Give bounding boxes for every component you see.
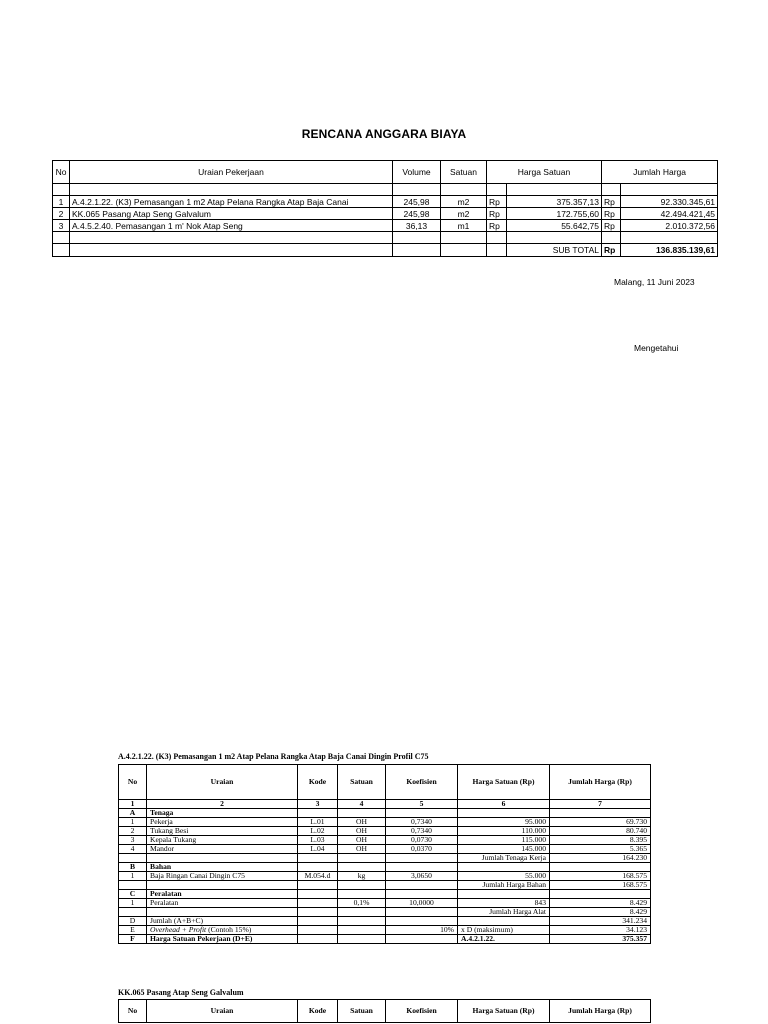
- column-number: 2: [147, 800, 298, 809]
- total-value: 168.575: [550, 881, 651, 890]
- row-kode: [298, 899, 338, 908]
- table-row: [53, 196, 718, 208]
- column-number: 3: [298, 800, 338, 809]
- row-no: 1: [119, 818, 147, 827]
- rab-table: [52, 160, 718, 257]
- rab-header-satuan: Satuan: [441, 161, 487, 184]
- row-currency: Rp: [487, 220, 507, 232]
- row-no: 3: [53, 220, 70, 232]
- analysis-header-no: No: [119, 1000, 147, 1023]
- summary-row-f: [119, 935, 651, 944]
- row-no: 4: [119, 845, 147, 854]
- row-harga: 95.000: [458, 818, 550, 827]
- row-jumlah: 92.330.345,61: [621, 196, 718, 208]
- column-number: 4: [338, 800, 386, 809]
- subtotal-value: 136.835.139,61: [621, 244, 718, 257]
- table-row: [53, 208, 718, 220]
- row-satuan: OH: [338, 827, 386, 836]
- row-uraian: Peralatan: [147, 899, 298, 908]
- group-row: [119, 809, 651, 818]
- summary-value: 375.357: [550, 935, 651, 944]
- row-koefisien: 0,7340: [386, 827, 458, 836]
- row-satuan: kg: [338, 872, 386, 881]
- total-row: [119, 881, 651, 890]
- rab-header-harga-satuan: Harga Satuan: [487, 161, 602, 184]
- row-uraian: Pekerja: [147, 818, 298, 827]
- group-label: Peralatan: [147, 890, 298, 899]
- rab-header-uraian: Uraian Pekerjaan: [70, 161, 393, 184]
- group-label: Tenaga: [147, 809, 298, 818]
- analysis-header-kode: Kode: [298, 1000, 338, 1023]
- row-no: 2: [119, 827, 147, 836]
- total-row: [119, 908, 651, 917]
- total-label: Jumlah Tenaga Kerja: [458, 854, 550, 863]
- row-koefisien: 10,0000: [386, 899, 458, 908]
- table-row: [119, 827, 651, 836]
- row-currency: Rp: [487, 196, 507, 208]
- analysis-header-koefisien: Koefisien: [386, 1000, 458, 1023]
- rab-blank-row: [53, 232, 718, 244]
- row-currency: Rp: [602, 220, 621, 232]
- analysis-title: KK.065 Pasang Atap Seng Galvalum: [118, 988, 244, 997]
- row-currency: Rp: [602, 196, 621, 208]
- group-code: A: [119, 809, 147, 818]
- table-row: [53, 220, 718, 232]
- row-harga: 55.642,75: [507, 220, 602, 232]
- row-uraian: A.4.2.1.22. (K3) Pemasangan 1 m2 Atap Pelana Rangka Atap Baja Canai: [70, 196, 393, 208]
- analysis-header-harga-satuan: Harga Satuan (Rp): [458, 765, 550, 800]
- row-satuan: 0,1%: [338, 899, 386, 908]
- signature-label: Mengetahui: [634, 343, 679, 353]
- group-row: [119, 863, 651, 872]
- row-satuan: m1: [441, 220, 487, 232]
- analysis-title: A.4.2.1.22. (K3) Pemasangan 1 m2 Atap Pelana Rangka Atap Baja Canai Dingin Profil C75: [118, 752, 429, 761]
- summary-label: [147, 926, 298, 935]
- total-value: 164.230: [550, 854, 651, 863]
- row-satuan: m2: [441, 208, 487, 220]
- summary-row-e: [119, 926, 651, 935]
- row-uraian: Baja Ringan Canai Dingin C75: [147, 872, 298, 881]
- group-code: C: [119, 890, 147, 899]
- group-label: Bahan: [147, 863, 298, 872]
- row-uraian: Kepala Tukang: [147, 836, 298, 845]
- row-harga: 145.000: [458, 845, 550, 854]
- analysis-header-kode: Kode: [298, 765, 338, 800]
- summary-row-d: [119, 917, 651, 926]
- analysis-table: [118, 999, 651, 1023]
- subtotal-currency: Rp: [602, 244, 621, 257]
- row-currency: Rp: [487, 208, 507, 220]
- rab-header-jumlah-harga: Jumlah Harga: [602, 161, 718, 184]
- row-koefisien: 0,0730: [386, 836, 458, 845]
- rab-blank-row: [53, 184, 718, 196]
- row-no: 1: [53, 196, 70, 208]
- row-jumlah: 69.730: [550, 818, 651, 827]
- row-no: 2: [53, 208, 70, 220]
- analysis-header-uraian: Uraian: [147, 765, 298, 800]
- row-koefisien: 3,0650: [386, 872, 458, 881]
- analysis-header-satuan: Satuan: [338, 1000, 386, 1023]
- group-row: [119, 890, 651, 899]
- row-uraian: Tukang Besi: [147, 827, 298, 836]
- row-kode: M.054.d: [298, 872, 338, 881]
- analysis-header-jumlah-harga: Jumlah Harga (Rp): [550, 765, 651, 800]
- document-title: RENCANA ANGGARA BIAYA: [301, 127, 467, 141]
- column-number-row: [119, 800, 651, 809]
- row-harga: 843: [458, 899, 550, 908]
- row-jumlah: 80.740: [550, 827, 651, 836]
- row-no: 1: [119, 872, 147, 881]
- total-label: Jumlah Harga Bahan: [458, 881, 550, 890]
- summary-ref: A.4.2.1.22.: [458, 935, 550, 944]
- summary-value: 341.234: [550, 917, 651, 926]
- row-no: 3: [119, 836, 147, 845]
- table-row: [119, 899, 651, 908]
- row-uraian: KK.065 Pasang Atap Seng Galvalum: [70, 208, 393, 220]
- column-number: 5: [386, 800, 458, 809]
- summary-label: Harga Satuan Pekerjaan (D+E): [147, 935, 298, 944]
- analysis-table: [118, 764, 651, 944]
- row-harga: 115.000: [458, 836, 550, 845]
- row-kode: L.02: [298, 827, 338, 836]
- table-row: [119, 845, 651, 854]
- row-jumlah: 168.575: [550, 872, 651, 881]
- analysis-header-no: No: [119, 765, 147, 800]
- overhead-note: (Contoh 15%): [206, 925, 252, 934]
- analysis-header-koefisien: Koefisien: [386, 765, 458, 800]
- total-label: Jumlah Harga Alat: [458, 908, 550, 917]
- table-row: [119, 818, 651, 827]
- row-harga: 172.755,60: [507, 208, 602, 220]
- column-number: 1: [119, 800, 147, 809]
- analysis-header-jumlah-harga: Jumlah Harga (Rp): [550, 1000, 651, 1023]
- analysis-header-harga-satuan: Harga Satuan (Rp): [458, 1000, 550, 1023]
- analysis-header-uraian: Uraian: [147, 1000, 298, 1023]
- total-row: [119, 854, 651, 863]
- row-satuan: OH: [338, 845, 386, 854]
- analysis-header-satuan: Satuan: [338, 765, 386, 800]
- row-harga: 375.357,13: [507, 196, 602, 208]
- table-row: [119, 836, 651, 845]
- summary-code: E: [119, 926, 147, 935]
- row-jumlah: 2.010.372,56: [621, 220, 718, 232]
- summary-note: x D (maksimum): [458, 926, 550, 935]
- summary-label: Jumlah (A+B+C): [147, 917, 298, 926]
- row-currency: Rp: [602, 208, 621, 220]
- row-volume: 245,98: [393, 208, 441, 220]
- summary-code: D: [119, 917, 147, 926]
- row-volume: 245,98: [393, 196, 441, 208]
- row-jumlah: 8.429: [550, 899, 651, 908]
- row-harga: 55.000: [458, 872, 550, 881]
- group-code: B: [119, 863, 147, 872]
- row-satuan: OH: [338, 836, 386, 845]
- summary-code: F: [119, 935, 147, 944]
- rab-header-volume: Volume: [393, 161, 441, 184]
- column-number: 7: [550, 800, 651, 809]
- row-no: 1: [119, 899, 147, 908]
- rab-header-no: No: [53, 161, 70, 184]
- row-harga: 110.000: [458, 827, 550, 836]
- table-row: [119, 872, 651, 881]
- subtotal-label: SUB TOTAL: [507, 244, 602, 257]
- row-kode: L.03: [298, 836, 338, 845]
- row-jumlah: 5.365: [550, 845, 651, 854]
- row-koefisien: 0,7340: [386, 818, 458, 827]
- summary-percent: 10%: [386, 926, 458, 935]
- row-jumlah: 8.395: [550, 836, 651, 845]
- row-koefisien: 0,0370: [386, 845, 458, 854]
- summary-value: 34.123: [550, 926, 651, 935]
- rab-subtotal-row: [53, 244, 718, 257]
- row-uraian: A.4.5.2.40. Pemasangan 1 m' Nok Atap Seng: [70, 220, 393, 232]
- date-line: Malang, 11 Juni 2023: [614, 277, 695, 287]
- column-number: 6: [458, 800, 550, 809]
- row-jumlah: 42.494.421,45: [621, 208, 718, 220]
- row-uraian: Mandor: [147, 845, 298, 854]
- total-value: 8.429: [550, 908, 651, 917]
- row-satuan: OH: [338, 818, 386, 827]
- row-kode: L.04: [298, 845, 338, 854]
- row-satuan: m2: [441, 196, 487, 208]
- row-kode: L.01: [298, 818, 338, 827]
- row-volume: 36,13: [393, 220, 441, 232]
- overhead-label: Overhead + Profit: [150, 925, 207, 934]
